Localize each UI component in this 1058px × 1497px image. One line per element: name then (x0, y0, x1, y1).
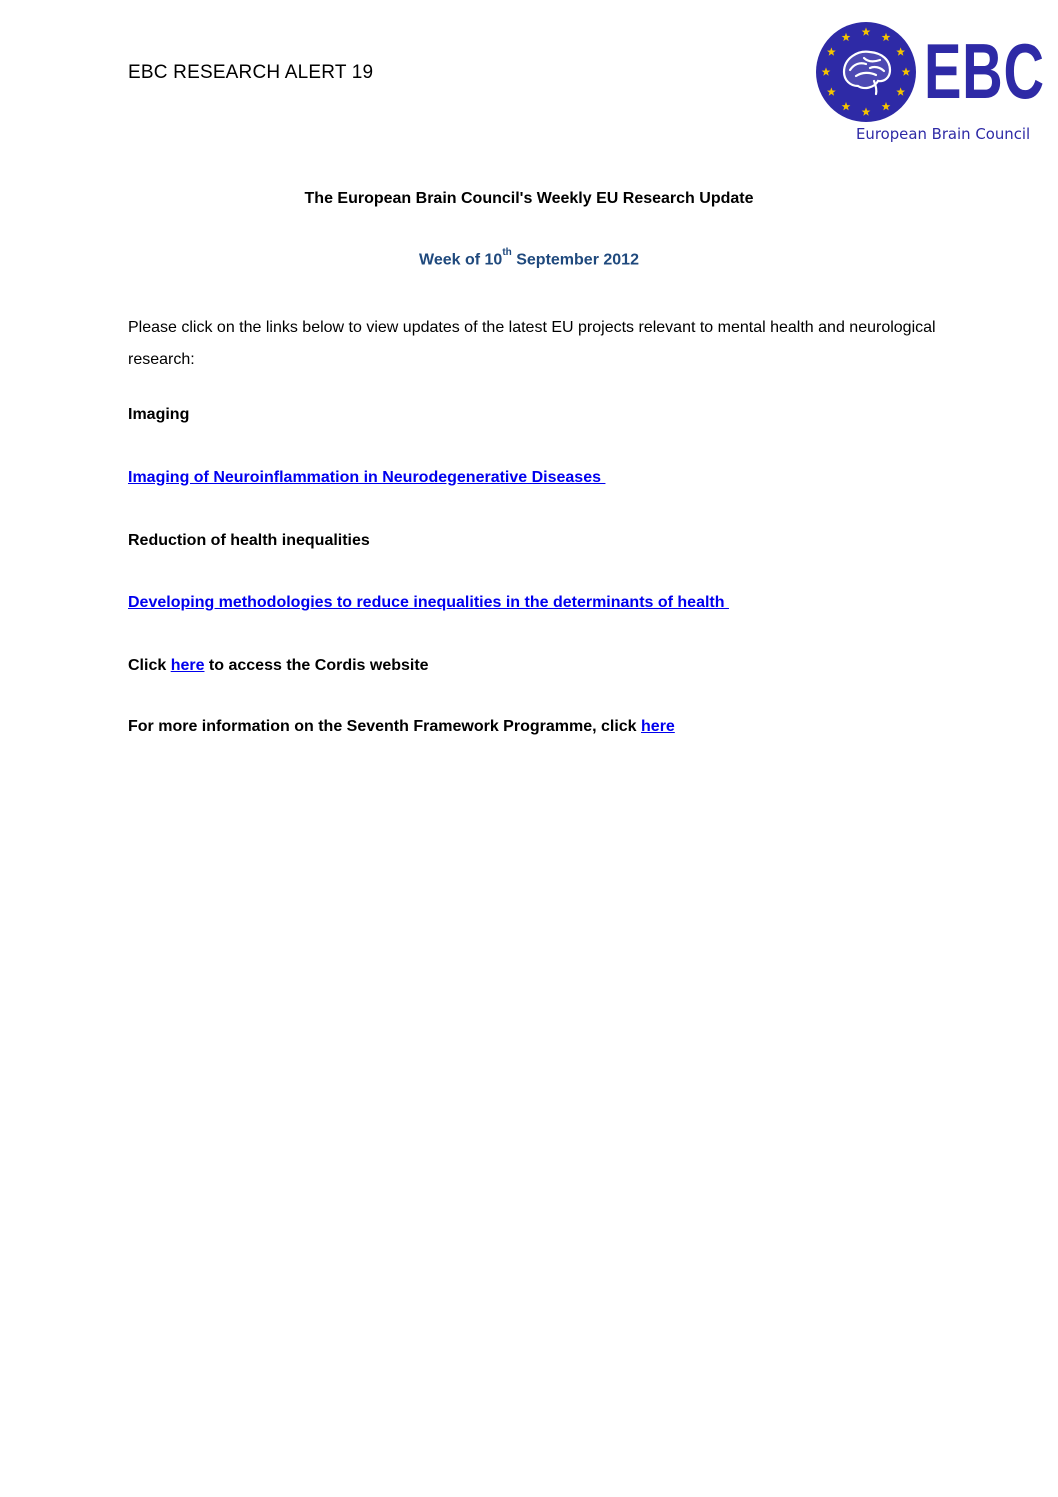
logo-wordmark: EBC (924, 27, 1045, 115)
link-imaging-neuroinflammation[interactable]: Imaging of Neuroinflammation in Neurodegenerative Diseases (128, 469, 606, 486)
fp7-text-before: For more information on the Seventh Framework Programme, click (128, 718, 642, 735)
week-date-suffix: September 2012 (511, 251, 639, 269)
cordis-line (128, 657, 429, 675)
week-date (0, 247, 1058, 269)
week-date-ordinal: th (502, 247, 512, 258)
link-reduce-inequalities[interactable]: Developing methodologies to reduce inequalities in the determinants of health (128, 594, 729, 611)
week-date-prefix: Week of 10 (419, 251, 503, 269)
intro-paragraph: Please click on the links below to view updates of the latest EU projects relevant to mental health and neurological research: (128, 319, 936, 368)
cordis-text-before: Click (128, 657, 171, 674)
cordis-text-after: to access the Cordis website (204, 657, 429, 674)
fp7-here-link[interactable]: here (641, 718, 675, 735)
eu-stars-brain-emblem-icon (814, 20, 918, 124)
section-heading-imaging: Imaging (128, 406, 190, 423)
cordis-here-link[interactable]: here (170, 657, 205, 674)
newsletter-subtitle: The European Brain Council's Weekly EU Research Update (304, 190, 754, 207)
logo-subtext: European Brain Council (856, 125, 1031, 143)
alert-title: EBC RESEARCH ALERT 19 (128, 62, 374, 83)
section-heading-health-inequalities: Reduction of health inequalities (128, 532, 370, 549)
fp7-line (128, 718, 675, 736)
ebc-logo (814, 20, 1045, 150)
